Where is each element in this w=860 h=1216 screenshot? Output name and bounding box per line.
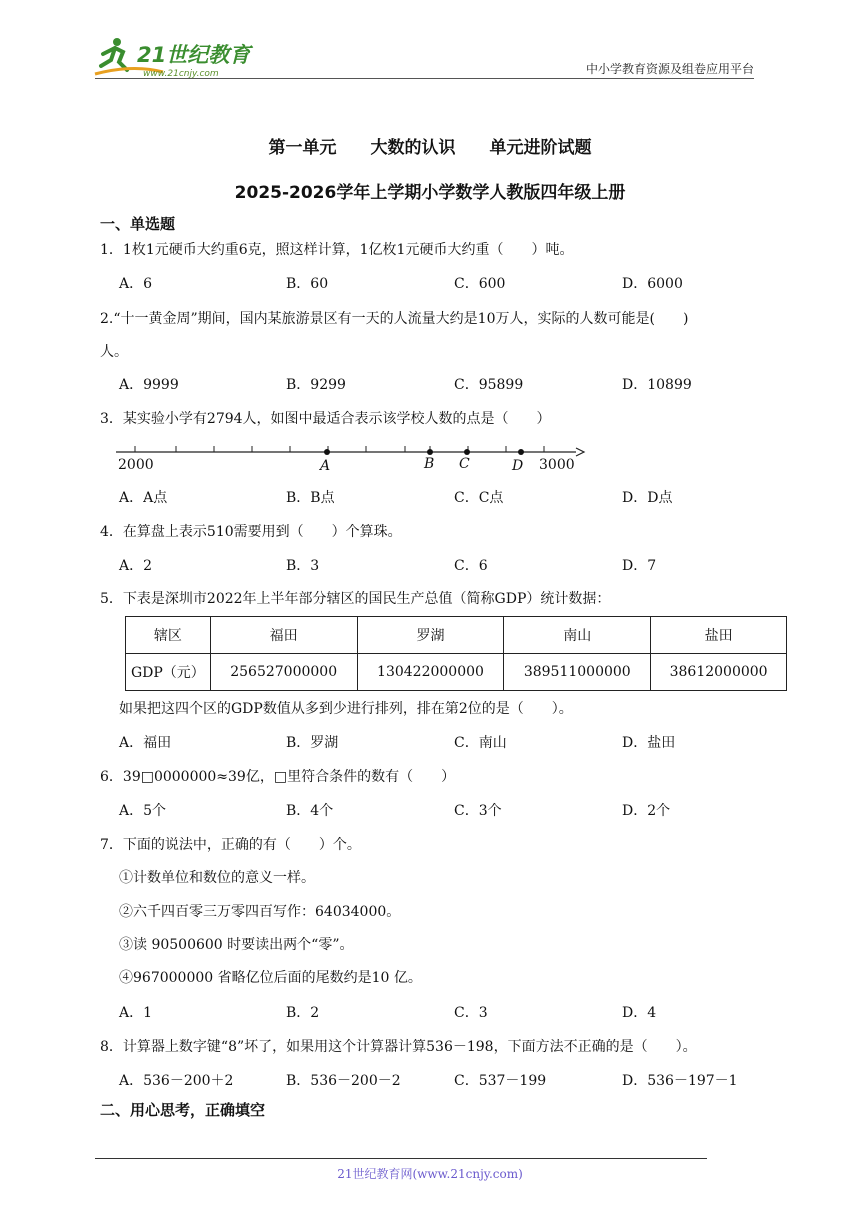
point-d <box>518 449 524 455</box>
q8-option-b: B．536－200－2 <box>286 1073 401 1089</box>
table-cell: 130422000000 <box>357 654 504 691</box>
q2-option-b: B．9299 <box>286 377 346 393</box>
q1-option-d: D．6000 <box>622 276 683 292</box>
table-header-cell: 福田 <box>210 617 357 654</box>
question-8: 8．计算器上数字键“8”坏了，如果用这个计算器计算536－198，下面方法不正确的是（ ）。 <box>100 1039 697 1055</box>
table-header-cell: 南山 <box>504 617 651 654</box>
q6-option-a: A．5个 <box>119 803 167 819</box>
site-logo <box>93 34 263 80</box>
point-c <box>464 449 470 455</box>
table-cell: GDP（元） <box>126 654 211 691</box>
question-1: 1．1枚1元硬币大约重6克，照这样计算，1亿枚1元硬币大约重（ ）吨。 <box>100 242 574 258</box>
gdp-table <box>125 616 787 691</box>
number-line <box>116 440 586 478</box>
platform-name: 中小学教育资源及组卷应用平台 <box>585 62 754 76</box>
svg-text:www.21cnjy.com: www.21cnjy.com <box>143 69 219 79</box>
point-b <box>427 449 433 455</box>
q7-statement: ④967000000 省略亿位后面的尾数约是10 亿。 <box>119 970 422 986</box>
q4-option-d: D．7 <box>622 558 657 574</box>
section-heading: 一、单选题 <box>100 215 176 233</box>
label-d: D <box>512 458 524 474</box>
q7-option-a: A．1 <box>119 1005 153 1021</box>
q4-option-b: B．3 <box>286 558 320 574</box>
question-4: 4．在算盘上表示510需要用到（ ）个算珠。 <box>100 524 402 540</box>
q7-statement: ③读 90500600 时要读出两个“零”。 <box>119 937 354 953</box>
label-b: B <box>424 456 435 472</box>
question-5-followup: 如果把这四个区的GDP数值从多到少进行排列，排在第2位的是（ ）。 <box>119 701 573 717</box>
q7-option-c: C．3 <box>454 1005 488 1021</box>
footer-divider <box>95 1158 707 1159</box>
question-3: 3．某实验小学有2794人，如图中最适合表示该学校人数的点是（ ） <box>100 411 551 427</box>
q8-option-d: D．536－197－1 <box>622 1073 738 1089</box>
table-cell: 38612000000 <box>651 654 787 691</box>
q7-option-d: D．4 <box>622 1005 657 1021</box>
q6-option-b: B．4个 <box>286 803 334 819</box>
q5-option-c: C．南山 <box>454 735 507 751</box>
table-cell: 256527000000 <box>210 654 357 691</box>
question-6: 6．39□0000000≈39亿，□里符合条件的数有（ ） <box>100 769 456 785</box>
q8-option-a: A．536－200＋2 <box>119 1073 234 1089</box>
question-2: 2.“十一黄金周”期间，国内某旅游景区有一天的人流量大约是10万人，实际的人数可能是( ) <box>100 311 689 327</box>
q5-option-b: B．罗湖 <box>286 735 339 751</box>
svg-text:21世纪教育: 21世纪教育 <box>137 43 251 67</box>
q3-option-a: A．A点 <box>119 490 168 506</box>
table-header-cell: 辖区 <box>126 617 211 654</box>
q7-statement: ②六千四百零三万零四百写作：64034000。 <box>119 904 401 920</box>
q4-option-a: A．2 <box>119 558 153 574</box>
q3-option-d: D．D点 <box>622 490 673 506</box>
q1-option-a: A．6 <box>119 276 153 292</box>
page-subtitle: 2025-2026学年上学期小学数学人教版四年级上册 <box>234 183 626 203</box>
header-divider <box>95 78 754 79</box>
q5-option-a: A．福田 <box>119 735 172 751</box>
q4-option-c: C．6 <box>454 558 488 574</box>
q2-option-a: A．9999 <box>119 377 179 393</box>
label-a: A <box>320 458 331 474</box>
q7-statement: ①计数单位和数位的意义一样。 <box>119 870 315 886</box>
q2-option-d: D．10899 <box>622 377 692 393</box>
q7-option-b: B．2 <box>286 1005 320 1021</box>
point-a <box>324 449 330 455</box>
q1-option-b: B．60 <box>286 276 329 292</box>
table-header-row <box>126 617 787 654</box>
label-c: C <box>459 456 470 472</box>
q6-option-d: D．2个 <box>622 803 671 819</box>
q5-option-d: D．盐田 <box>622 735 676 751</box>
question-7: 7．下面的说法中，正确的有（ ）个。 <box>100 837 361 853</box>
table-header-cell: 盐田 <box>651 617 787 654</box>
q2-option-c: C．95899 <box>454 377 524 393</box>
section-heading: 二、用心思考，正确填空 <box>100 1101 266 1119</box>
numberline-end-label: 3000 <box>539 457 575 473</box>
table-row <box>126 654 787 691</box>
numberline-start-label: 2000 <box>118 457 154 473</box>
table-cell: 389511000000 <box>504 654 651 691</box>
q3-option-c: C．C点 <box>454 490 504 506</box>
q8-option-c: C．537－199 <box>454 1073 547 1089</box>
page-title: 第一单元 大数的认识 单元进阶试题 <box>268 138 592 158</box>
footer-link[interactable]: 21世纪教育网(www.21cnjy.com) <box>337 1167 523 1181</box>
q1-option-c: C．600 <box>454 276 506 292</box>
q6-option-c: C．3个 <box>454 803 502 819</box>
table-header-cell: 罗湖 <box>357 617 504 654</box>
question-5: 5．下表是深圳市2022年上半年部分辖区的国民生产总值（简称GDP）统计数据： <box>100 591 611 607</box>
question-2-cont: 人。 <box>100 344 128 360</box>
q3-option-b: B．B点 <box>286 490 335 506</box>
